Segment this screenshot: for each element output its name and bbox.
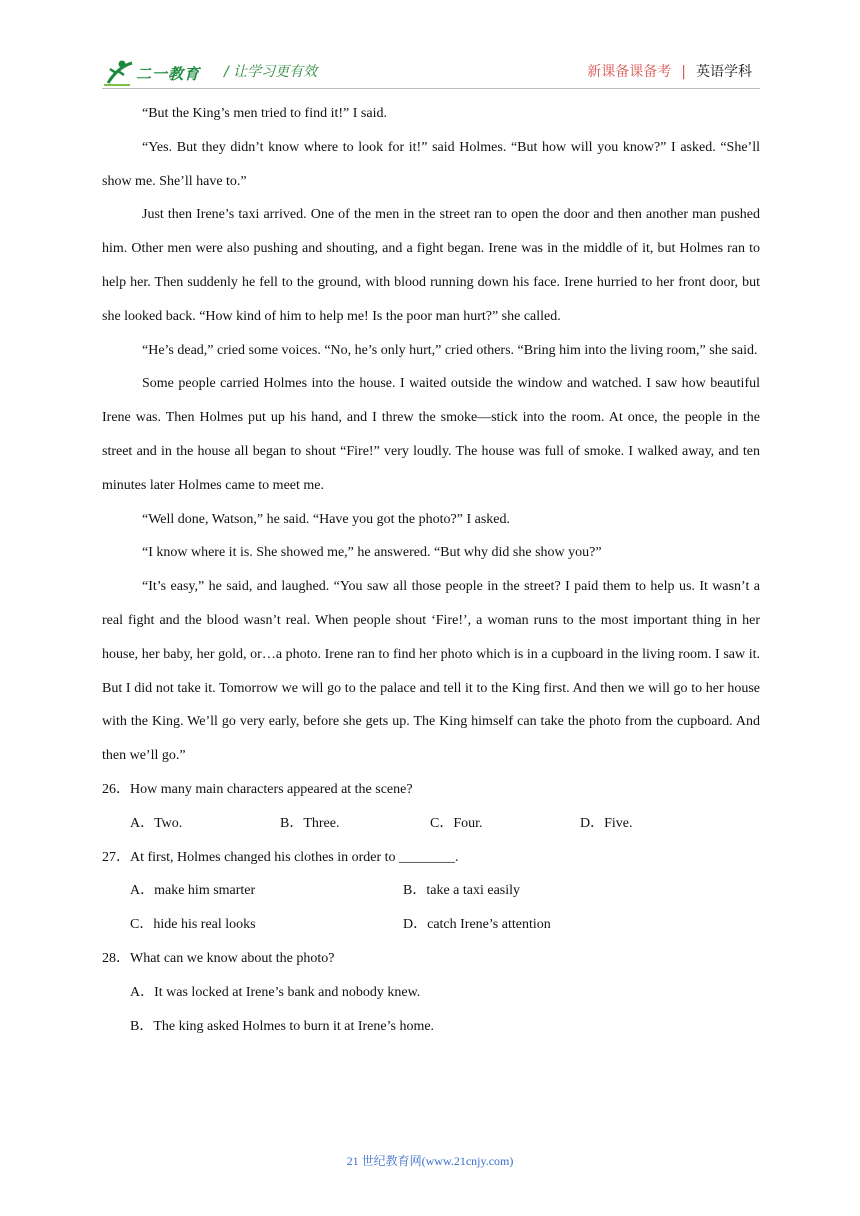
paragraph: Just then Irene’s taxi arrived. One of the men in the street ran to open the door and then another man pushed him. Other men were also pushing and shouting, and a fight began. Irene was in the middle of it, but Holmes ran to help her. Then suddenly he fell to the ground, with blood running down his face. Irene hurried to her front door, but she looked back. “How kind of him to help me! Is the poor man hurt?” she called. — [102, 207, 760, 324]
paragraph: “It’s easy,” he said, and laughed. “You saw all those people in the street? I paid them to help us. It wasn’t a real fight and the blood wasn’t real. When people shout ‘Fire!’, a woman runs to the most important thing in her house, her baby, her gold, or…a photo. Irene ran to find her photo which is in a cupboard in the living room. I saw it. But I did not take it. Tomorrow we will go to the palace and tell it to the King first. And then we will go to her house with the King. We’ll go very early, before she gets up. The King himself can take the photo from the cupboard. And then we’ll go.” — [102, 579, 760, 764]
question-26-options — [102, 807, 760, 841]
option-d: D．catch Irene’s attention — [403, 917, 551, 933]
header-subject-label: 英语学科 — [696, 64, 752, 80]
option-c: C．Four. — [430, 815, 483, 831]
question-28-option-a — [102, 976, 760, 1010]
header-slogan: / 让学习更有效 — [224, 64, 318, 80]
question-28-option-b — [102, 1010, 760, 1044]
option-b: B．take a taxi easily — [403, 883, 521, 899]
option-b: B．The king asked Holmes to burn it at Irene’s home. — [130, 1018, 435, 1034]
option-d: D．Five. — [580, 815, 633, 831]
option-b: B．Three. — [280, 815, 340, 831]
page-footer: 21 世纪教育网(www.21cnjy.com) — [346, 1154, 514, 1168]
paragraph: “I know where it is. She showed me,” he answered. “But why did she show you?” — [142, 545, 602, 561]
option-a: A．It was locked at Irene’s bank and nobody knew. — [130, 984, 421, 1000]
paragraph: “Well done, Watson,” he said. “Have you got the photo?” I asked. — [142, 511, 510, 527]
option-a: A．make him smarter — [130, 883, 256, 899]
question-27-options-row2 — [102, 908, 760, 942]
question-27-stem: 27．At first, Holmes changed his clothes in order to ________. — [102, 849, 459, 865]
page-header — [102, 55, 760, 89]
paragraph: Some people carried Holmes into the house. I waited outside the window and watched. I saw how beautiful Irene was. Then Holmes put up his hand, and I threw the smoke—stick into the room. At once, the people in the street and in the house all began to shout “Fire!” very loudly. The house was full of smoke. I walked away, and ten minutes later Holmes came to meet me. — [102, 376, 760, 493]
document-body — [102, 97, 760, 1043]
header-right — [587, 61, 752, 81]
question-28-stem: 28．What can we know about the photo? — [102, 950, 335, 966]
paragraph: “But the King’s men tried to find it!” I said. — [142, 106, 387, 121]
option-a: A．Two. — [130, 815, 183, 831]
logo — [102, 57, 212, 89]
header-separator: | — [681, 64, 686, 80]
header-course-label: 新课备课备考 — [587, 64, 672, 80]
runner-logo-icon — [102, 57, 136, 89]
paragraph: “He’s dead,” cried some voices. “No, he’s only hurt,” cried others. “Bring him into the living room,” she said. — [142, 342, 758, 358]
option-c: C．hide his real looks — [130, 917, 256, 933]
logo-text: 二一教育 — [136, 65, 201, 83]
question-27-options-row1 — [102, 874, 760, 908]
paragraph: “Yes. But they didn’t know where to look for it!” said Holmes. “But how will you know?” I asked. “She’ll show me. She’ll have to.” — [102, 139, 760, 189]
question-26-stem: 26．How many main characters appeared at the scene? — [102, 781, 413, 797]
header-divider — [102, 88, 760, 89]
